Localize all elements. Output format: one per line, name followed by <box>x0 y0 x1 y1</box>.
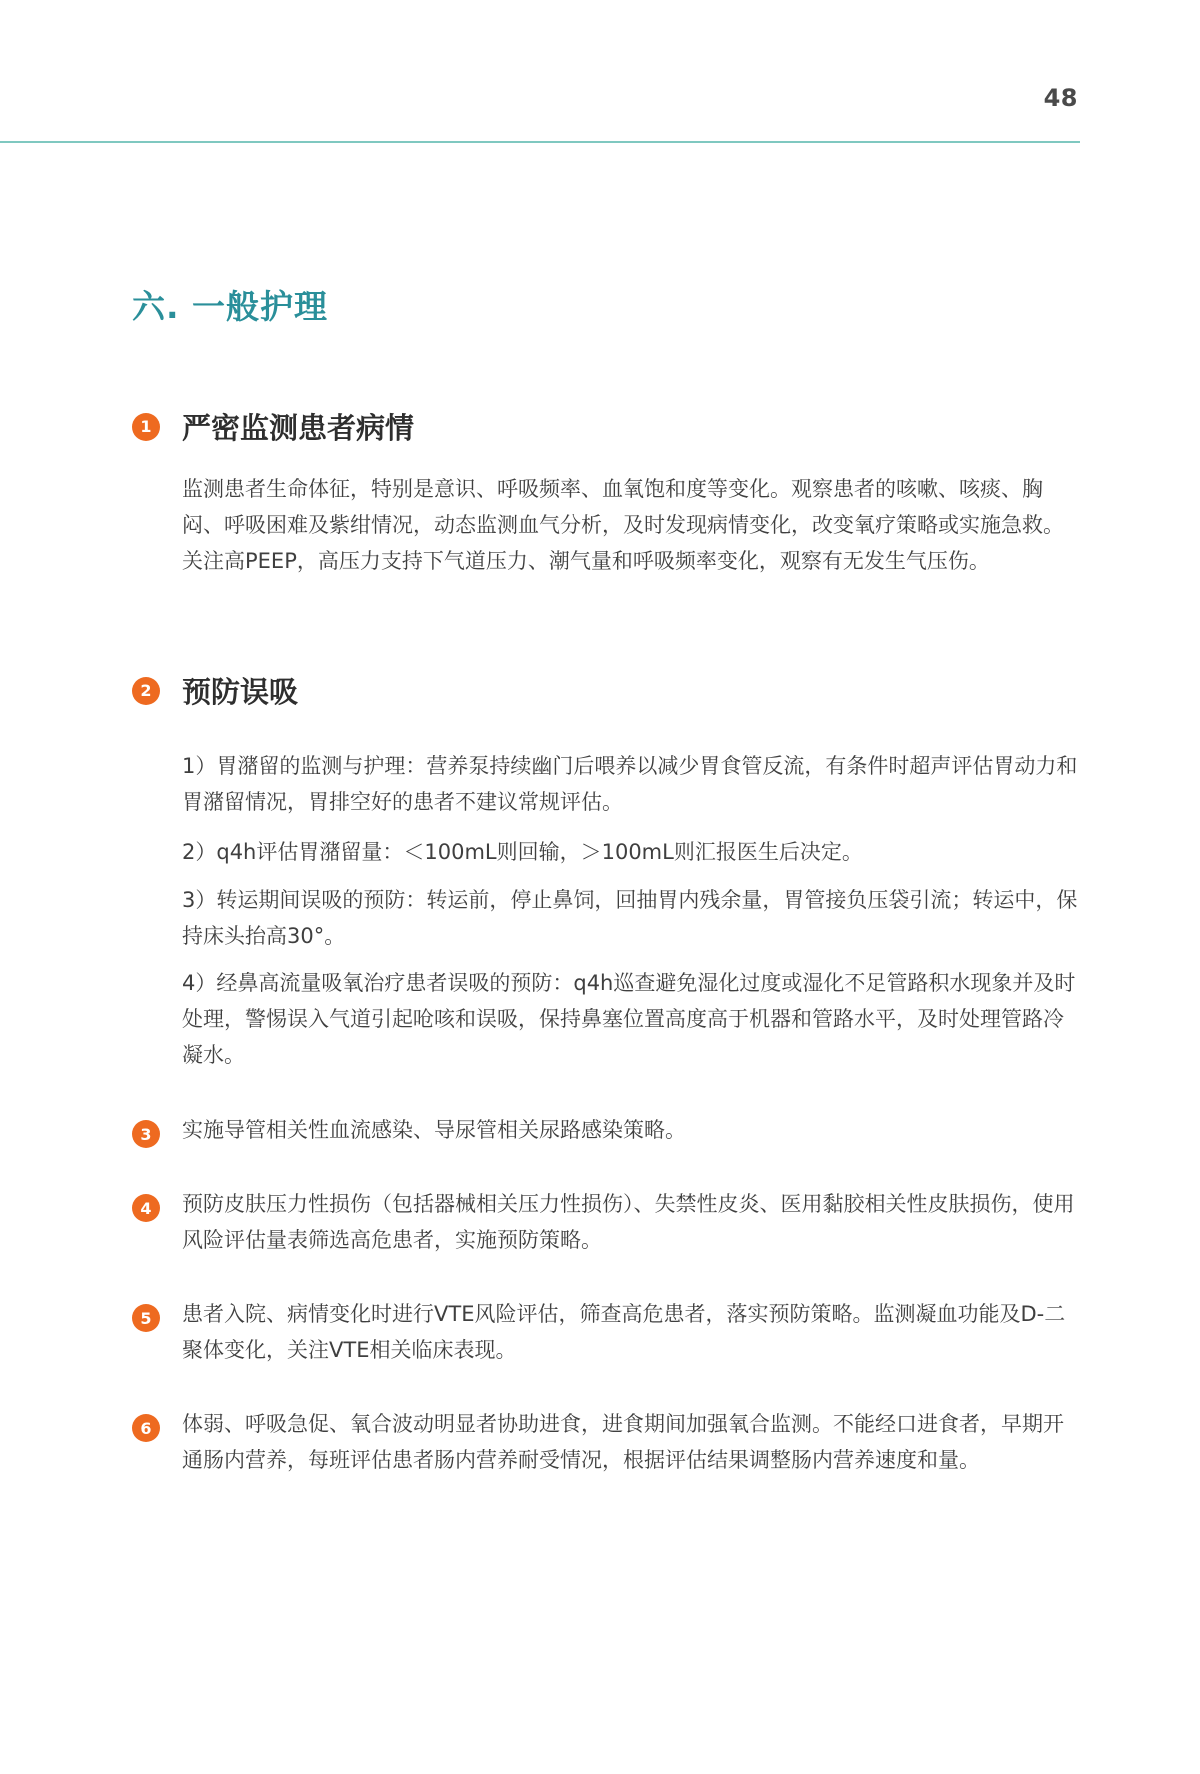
item-1-heading: 严密监测患者病情 <box>182 411 415 445</box>
item-2-heading-row <box>132 670 298 711</box>
item-6 <box>132 1406 1084 1478</box>
number-badge-4: 4 <box>132 1194 160 1222</box>
number-badge-6: 6 <box>132 1414 160 1442</box>
page-number: 48 <box>1043 84 1078 112</box>
item-4-body: 预防皮肤压力性损伤（包括器械相关压力性损伤）、失禁性皮炎、医用黏胶相关性皮肤损伤，使用风险评估量表筛选高危患者，实施预防策略。 <box>182 1192 1075 1252</box>
number-badge-2: 2 <box>132 677 160 705</box>
item-1-heading-row <box>132 406 414 447</box>
item-3 <box>132 1112 1084 1148</box>
item-6-body: 体弱、呼吸急促、氧合波动明显者协助进食，进食期间加强氧合监测。不能经口进食者，早期开通肠内营养，每班评估患者肠内营养耐受情况，根据评估结果调整肠内营养速度和量。 <box>182 1412 1064 1472</box>
item-5-body: 患者入院、病情变化时进行VTE风险评估，筛查高危患者，落实预防策略。监测凝血功能及D-二聚体变化，关注VTE相关临床表现。 <box>182 1302 1066 1362</box>
item-2-sub-3: 3）转运期间误吸的预防：转运前，停止鼻饲，回抽胃内残余量，胃管接负压袋引流；转运中，保持床头抬高30°。 <box>182 888 1078 948</box>
item-5 <box>132 1296 1084 1368</box>
item-3-body: 实施导管相关性血流感染、导尿管相关尿路感染策略。 <box>182 1118 686 1142</box>
item-2-sub-4: 4）经鼻高流量吸氧治疗患者误吸的预防：q4h巡查避免湿化过度或湿化不足管路积水现象并及时处理，警惕误入气道引起呛咳和误吸，保持鼻塞位置高度高于机器和管路水平，及时处理管路冷凝水。 <box>182 971 1076 1067</box>
item-2-sub-1: 1）胃潴留的监测与护理：营养泵持续幽门后喂养以减少胃食管反流，有条件时超声评估胃动力和胃潴留情况，胃排空好的患者不建议常规评估。 <box>182 754 1078 814</box>
item-2-heading: 预防误吸 <box>182 675 299 709</box>
item-1-body: 监测患者生命体征，特别是意识、呼吸频率、血氧饱和度等变化。观察患者的咳嗽、咳痰、胸闷、呼吸困难及紫绀情况，动态监测血气分析，及时发现病情变化，改变氧疗策略或实施急救。关注高PEEP，高压力支持下气道压力、潮气量和呼吸频率变化，观察有无发生气压伤。 <box>182 477 1064 573</box>
number-badge-1: 1 <box>132 413 160 441</box>
header-rule <box>0 141 1080 143</box>
item-4 <box>132 1186 1084 1258</box>
number-badge-5: 5 <box>132 1304 160 1332</box>
number-badge-3: 3 <box>132 1120 160 1148</box>
section-title: 六. 一般护理 <box>132 287 329 326</box>
item-2-sub-2: 2）q4h评估胃潴留量：＜100mL则回输，＞100mL则汇报医生后决定。 <box>182 840 863 864</box>
